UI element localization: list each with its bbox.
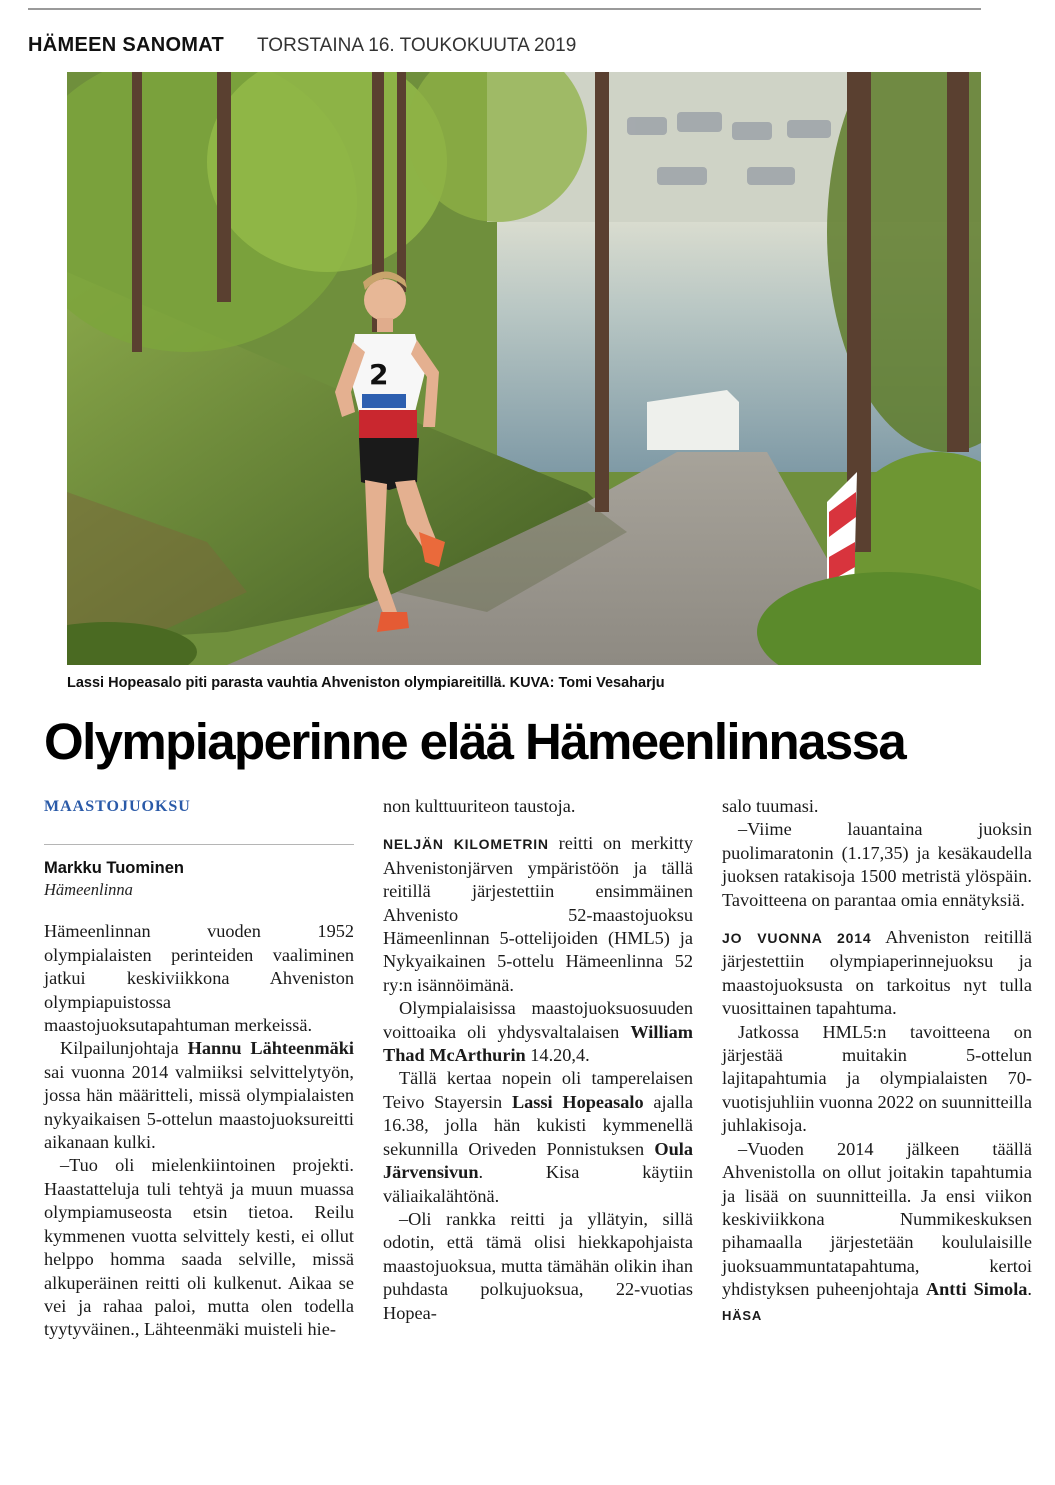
- person-name: Oula Järvensivun: [383, 1138, 693, 1183]
- paragraph: –Oli rankka reitti ja yllätyin, sillä odotin, että tämä olisi hiekkapohjaista maastojuoksua, mutta tämähän olikin ihan puhdasta polkujuoksua, 22-vuotias Hopea-: [383, 1208, 693, 1323]
- paragraph: NELJÄN KILOMETRIN reitti on merkitty Ahvenistonjärven ympäristöön ja tällä reitillä järjestettiin ensimmäinen Ahvenisto 52-maastojuoksu Hämeenlinnan 5-ottelijoiden (HML5) ja Nykyaikainen 5-ottelu Hämeenlinna 52 ry:n isännöimänä.: [383, 833, 693, 995]
- paragraph: Kilpailunjohtaja Hannu Lähteenmäki sai vuonna 2014 valmiiksi selvittelytyön, jossa hän määritteli, missä olympialaisten nykyaikaisen 5-ottelun maastojuoksureitti aikanaan kulki.: [44, 1038, 354, 1153]
- section-kicker: MAASTOJUOKSU: [44, 798, 191, 815]
- person-name: Antti Simola: [925, 1279, 1028, 1300]
- paragraph: –Vuoden 2014 jälkeen täällä Ahvenistolla on ollut joitakin tapahtumia ja lisää on suunnitteilla. Ja ensi viikon keskiviikkona Nummikeskuksen pihamaalla järjestetään koululaisille juoksuammuntatapahtuma, kertoi yhdistyksen puheenjohtaja Antti Simola. HÄSA: [722, 1138, 1032, 1323]
- bib-number: 2: [369, 358, 389, 391]
- runner-photo-illustration: [67, 72, 981, 665]
- issue-date: TORSTAINA 16. TOUKOKUUTA 2019: [257, 35, 577, 56]
- newspaper-name: HÄMEEN SANOMAT: [28, 34, 225, 56]
- article-column-3: [722, 795, 1032, 1327]
- paragraph: Olympialaisissa maastojuoksuosuuden voittoaika oli yhdysvaltalaisen William Thad McArthurin 14.20,4.: [383, 998, 693, 1066]
- top-rule: [28, 8, 981, 10]
- paragraph-lead-in: JO VUONNA 2014: [722, 930, 872, 947]
- paragraph: salo tuumasi.: [722, 796, 819, 816]
- photo-caption: Lassi Hopeasalo piti parasta vauhtia Ahveniston olympiareitillä. KUVA: Tomi Vesaharju: [67, 675, 665, 691]
- article-photo: [67, 72, 981, 665]
- paragraph: non kulttuuriteon taustoja.: [383, 796, 576, 816]
- paragraph: JO VUONNA 2014 Ahveniston reitillä järjestettiin olympiaperinnejuoksu ja maastojuoksusta on tarkoitus nyt tulla vuosittainen tapahtuma.: [722, 927, 1032, 1019]
- masthead: [28, 34, 576, 60]
- article-column-2: [383, 795, 693, 1325]
- dateline-location: Hämeenlinna: [44, 880, 133, 900]
- author-name: Markku Tuominen: [44, 859, 184, 878]
- author-signature: HÄSA: [722, 1307, 763, 1323]
- person-name: William Thad McArthurin: [383, 1021, 693, 1066]
- paragraph: Hämeenlinnan vuoden 1952 olympialaisten perinteiden vaaliminen jatkui keskiviikkona Ahveniston olympiapuistossa maastojuoksutapahtuman merkeissä.: [44, 921, 354, 1036]
- person-name: Hannu Lähteenmäki: [187, 1038, 354, 1059]
- headline: Olympiaperinne elää Hämeenlinnassa: [44, 713, 906, 770]
- article-column-1: [44, 795, 354, 1342]
- paragraph: Jatkossa HML5:n tavoitteena on järjestää muitakin 5-ottelun lajitapahtumia ja olympialaisten 70-vuotisjuhliin vuonna 2022 on suunnitteilla juhlakisoja.: [722, 1021, 1032, 1136]
- paragraph-lead-in: NELJÄN KILOMETRIN: [383, 836, 549, 853]
- person-name: Lassi Hopeasalo: [511, 1091, 644, 1112]
- paragraph: –Viime lauantaina juoksin puolimaratonin (1.17,35) ja kesäkaudella juoksen ratakisoja 1500 metristä ylöspäin. Tavoitteena on parantaa omia ennätyksiä.: [722, 819, 1032, 910]
- column-rule: [44, 844, 354, 845]
- paragraph: Tällä kertaa nopein oli tamperelaisen Teivo Stayersin Lassi Hopeasalo ajalla 16.38, jolla hän kukisti kymmenellä sekunnilla Oriveden Ponnistuksen Oula Järvensivun. Kisa käytiin väliaikalähtönä.: [383, 1068, 693, 1206]
- paragraph: –Tuo oli mielenkiintoinen projekti. Haastatteluja tuli tehtyä ja muun muassa olympiamuseosta etsin tietoa. Reilu kymmenen vuotta selvittely kesti, ei ollut helppo homma saada selville, missä alkuperäinen reitti oli kulkenut. Aikaa se vei ja rahaa paloi, mutta olen todella tyytyväinen., Lähteenmäki muisteli hie-: [44, 1155, 354, 1340]
